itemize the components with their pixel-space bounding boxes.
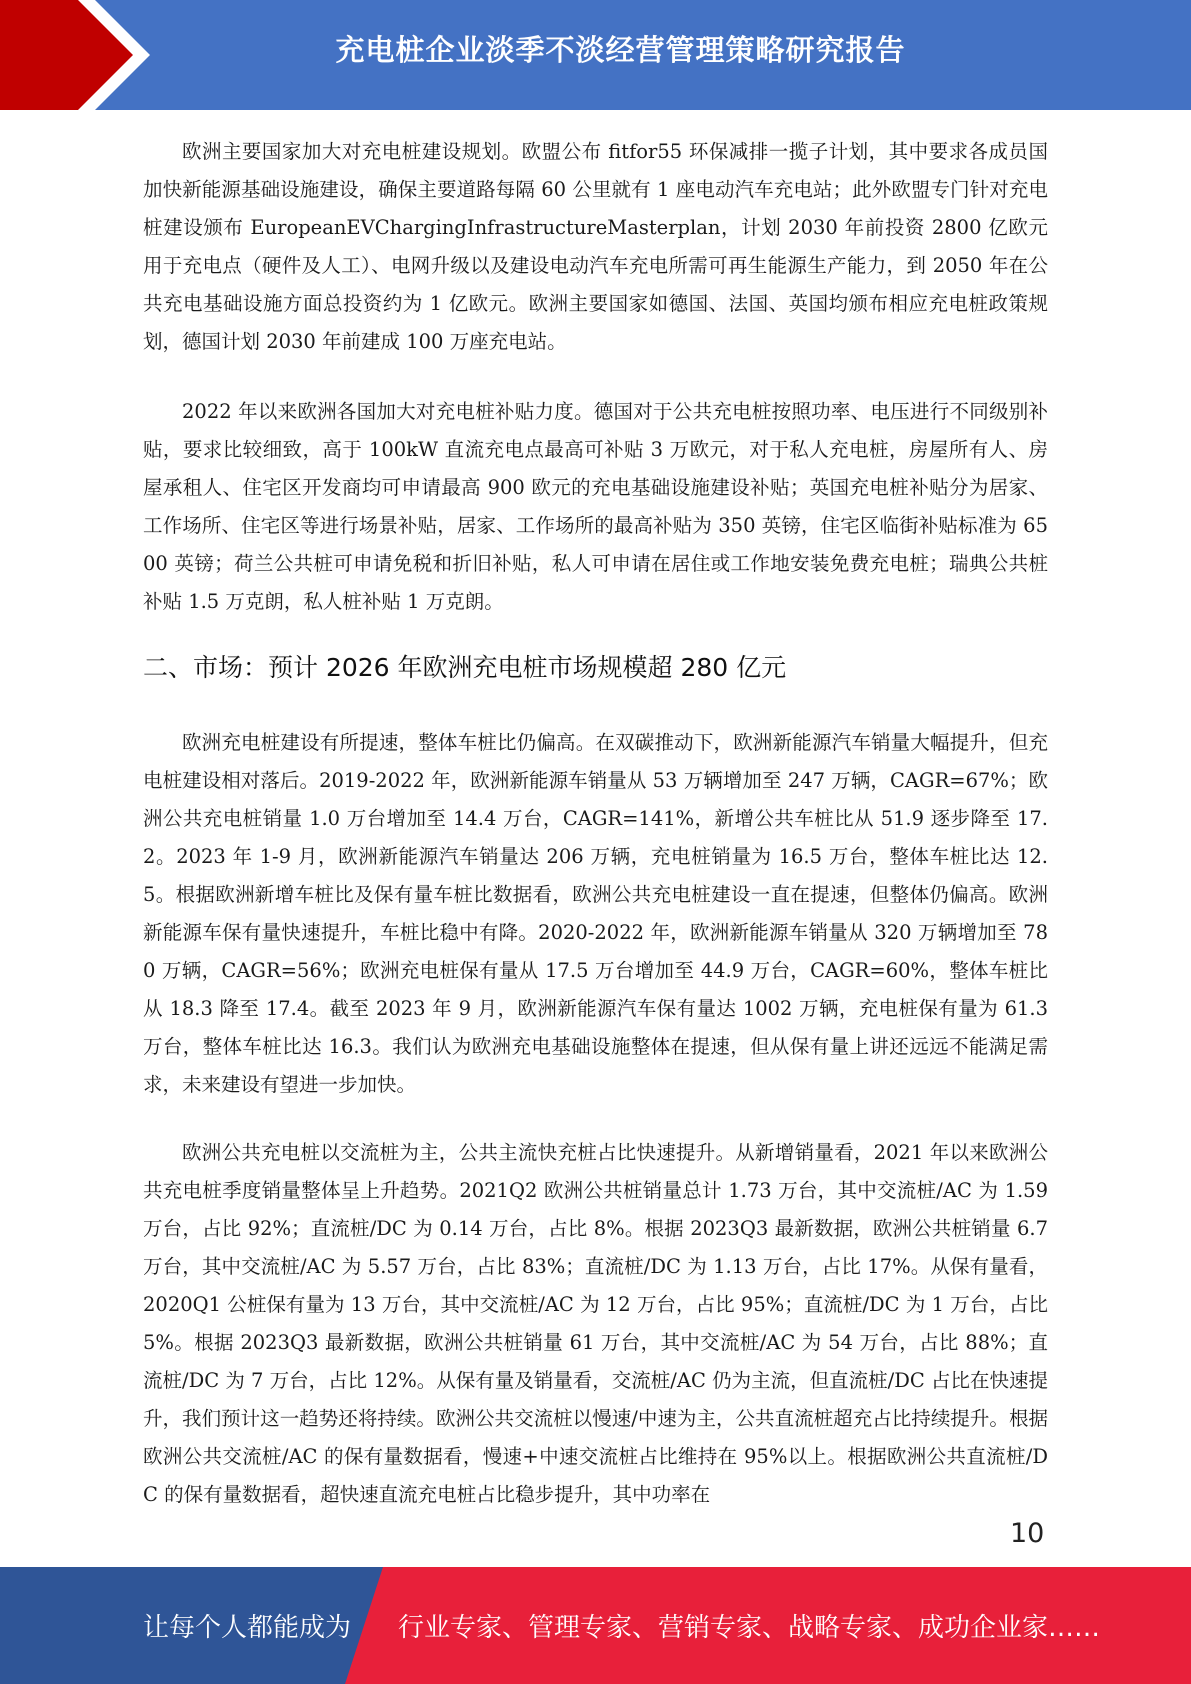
paragraph-eu-subsidies: 2022 年以来欧洲各国加大对充电桩补贴力度。德国对于公共充电桩按照功率、电压进行不同级别补贴，要求比较细致，高于 100kW 直流充电点最高可补贴 3 万欧元，对于私人充电桩，房屋所有人、房屋承租人、住宅区开发商均可申请最高 900 欧元的充电基础设施建设补贴；英国充电桩补贴分为居家、工作场所、住宅区等进行场景补贴，居家、工作场所的最高补贴为 350 英镑，住宅区临街补贴标准为 6500 英镑；荷兰公共桩可申请免税和折旧补贴，私人可申请在居住或工作地安装免费充电桩；瑞典公共桩补贴 1.5 万克朗，私人桩补贴 1 万克朗。	[143, 400, 1048, 613]
section-heading: 二、市场：预计 2026 年欧洲充电桩市场规模超 280 亿元	[143, 653, 787, 682]
paragraph-eu-ac-dc: 欧洲公共充电桩以交流桩为主，公共主流快充桩占比快速提升。从新增销量看，2021 年以来欧洲公共充电桩季度销量整体呈上升趋势。2021Q2 欧洲公共桩销量总计 1.73 万台，其中交流桩/AC 为 1.59 万台，占比 92%；直流桩/DC 为 0.14 万台，占比 8%。根据 2023Q3 最新数据，欧洲公共桩销量 6.7 万台，其中交流桩/AC 为 5.57 万台，占比 83%；直流桩/DC 为 1.13 万台，占比 17%。从保有量看，2020Q1 公桩保有量为 13 万台，其中交流桩/AC 为 12 万台，占比 95%；直流桩/DC 为 1 万台，占比 5%。根据 2023Q3 最新数据，欧洲公共桩销量 61 万台，其中交流桩/AC 为 54 万台，占比 88%；直流桩/DC 为 7 万台，占比 12%。从保有量及销量看，交流桩/AC 仍为主流，但直流桩/DC 占比在快速提升，我们预计这一趋势还将持续。欧洲公共交流桩以慢速/中速为主，公共直流桩超充占比持续提升。根据欧洲公共交流桩/AC 的保有量数据看，慢速+中速交流桩占比维持在 95%以上。根据欧洲公共直流桩/DC 的保有量数据看，超快速直流充电桩占比稳步提升，其中功率在	[143, 1141, 1048, 1506]
footer-roles: 行业专家、管理专家、营销专家、战略专家、成功企业家……	[398, 1613, 1101, 1643]
footer-slogan: 让每个人都能成为	[143, 1613, 352, 1643]
page-footer	[0, 1567, 1191, 1684]
page-header	[0, 0, 1191, 110]
report-title: 充电桩企业淡季不淡经营管理策略研究报告	[335, 33, 906, 67]
page-number: 10	[1010, 1518, 1045, 1549]
paragraph-eu-charging-plan: 欧洲主要国家加大对充电桩建设规划。欧盟公布 fitfor55 环保减排一揽子计划，其中要求各成员国加快新能源基础设施建设，确保主要道路每隔 60 公里就有 1 座电动汽车充电站；此外欧盟专门针对充电桩建设颁布 EuropeanEVChargingInfrastructureMasterplan，计划 2030 年前投资 2800 亿欧元用于充电点（硬件及人工）、电网升级以及建设电动汽车充电所需可再生能源生产能力，到 2050 年在公共充电基础设施方面总投资约为 1 亿欧元。欧洲主要国家如德国、法国、英国均颁布相应充电桩政策规划，德国计划 2030 年前建成 100 万座充电站。	[143, 140, 1048, 353]
paragraph-eu-construction: 欧洲充电桩建设有所提速，整体车桩比仍偏高。在双碳推动下，欧洲新能源汽车销量大幅提升，但充电桩建设相对落后。2019-2022 年，欧洲新能源车销量从 53 万辆增加至 247 万辆，CAGR=67%；欧洲公共充电桩销量 1.0 万台增加至 14.4 万台，CAGR=141%，新增公共车桩比从 51.9 逐步降至 17.2。2023 年 1-9 月，欧洲新能源汽车销量达 206 万辆，充电桩销量为 16.5 万台，整体车桩比达 12.5。根据欧洲新增车桩比及保有量车桩比数据看，欧洲公共充电桩建设一直在提速，但整体仍偏高。欧洲新能源车保有量快速提升，车桩比稳中有降。2020-2022 年，欧洲新能源车销量从 320 万辆增加至 780 万辆，CAGR=56%；欧洲充电桩保有量从 17.5 万台增加至 44.9 万台，CAGR=60%，整体车桩比从 18.3 降至 17.4。截至 2023 年 9 月，欧洲新能源汽车保有量达 1002 万辆，充电桩保有量为 61.3 万台，整体车桩比达 16.3。我们认为欧洲充电基础设施整体在提速，但从保有量上讲还远远不能满足需求，未来建设有望进一步加快。	[143, 731, 1048, 1096]
